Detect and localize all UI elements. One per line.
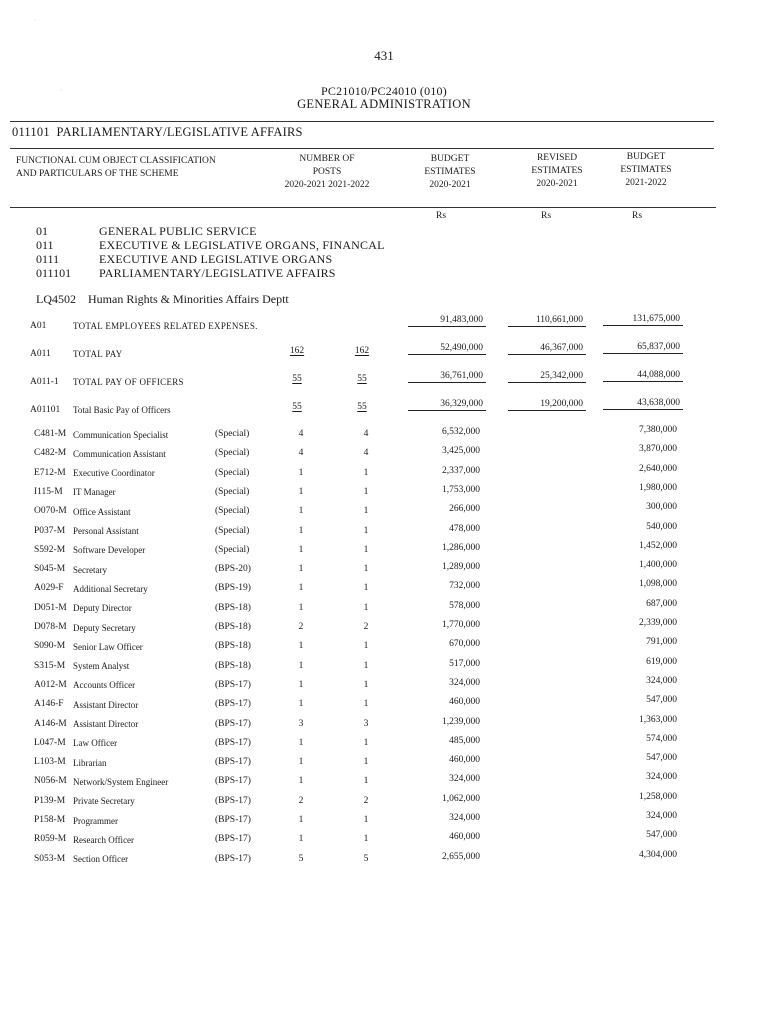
total-budget-2020: 52,490,000 <box>440 343 483 353</box>
posts-2021: 1 <box>363 660 369 671</box>
budget-2020-value: 460,000 <box>449 832 480 843</box>
post-code: A146-F <box>34 699 64 710</box>
budget-2021-value: 547,000 <box>646 830 677 841</box>
posts-2021: 1 <box>363 699 369 710</box>
classification-text: PARLIAMENTARY/LEGISLATIVE AFFAIRS <box>99 266 336 280</box>
post-grade: (Special) <box>215 467 250 478</box>
posts-2020: 5 <box>298 853 304 864</box>
post-grade: (BPS-17) <box>215 776 251 787</box>
post-grade: (BPS-17) <box>215 699 251 710</box>
post-grade: (Special) <box>215 506 250 517</box>
total-underline <box>603 409 683 410</box>
budget-2021-value: 300,000 <box>646 502 677 513</box>
budget-2020-value: 6,532,000 <box>442 427 480 437</box>
budget-2021-header: BUDGET ESTIMATES 2021-2022 <box>620 152 672 188</box>
posts-2021: 1 <box>363 506 369 517</box>
post-code: N056-M <box>34 776 67 787</box>
post-title: Section Officer <box>73 854 129 865</box>
budget-2020-value: 485,000 <box>449 735 480 746</box>
posts-2020: 4 <box>298 448 304 459</box>
total-budget-2021: 43,638,000 <box>637 398 680 408</box>
budget-2020-value: 266,000 <box>449 504 480 515</box>
post-grade: (BPS-20) <box>215 564 251 575</box>
budget-2020-value: 1,770,000 <box>442 620 480 630</box>
budget-2021-value: 2,640,000 <box>639 463 677 474</box>
posts-2020: 1 <box>298 602 304 613</box>
budget-2020-value: 478,000 <box>449 523 480 534</box>
post-grade: (BPS-17) <box>215 679 251 690</box>
total-underline <box>408 410 486 411</box>
post-title: Deputy Secretary <box>73 622 136 633</box>
total-posts-2021: 162 <box>354 346 370 356</box>
post-grade: (BPS-17) <box>215 718 251 729</box>
post-title: Network/System Engineer <box>73 776 169 787</box>
post-code: S045-M <box>34 564 66 575</box>
post-code: E712-M <box>34 467 66 478</box>
header-rule <box>10 207 716 208</box>
post-title: Personal Assistant <box>73 526 139 536</box>
post-title: Research Officer <box>73 834 135 845</box>
post-grade: (Special) <box>215 429 250 439</box>
total-code: A011 <box>30 349 51 359</box>
department-name: Human Rights & Minorities Affairs Deptt <box>88 292 289 306</box>
post-code: C482-M <box>34 448 67 459</box>
budget-2021-value: 2,339,000 <box>639 618 677 628</box>
budget-2020-value: 1,062,000 <box>442 793 480 804</box>
posts-2020: 1 <box>298 583 304 594</box>
budget-2020-value: 460,000 <box>449 697 480 708</box>
section-code: 011101 <box>12 125 50 139</box>
post-grade: (BPS-17) <box>215 795 251 806</box>
total-underline <box>603 381 683 382</box>
posts-2021: 1 <box>363 757 369 768</box>
posts-2021: 1 <box>363 815 369 825</box>
posts-2020: 1 <box>298 544 304 555</box>
post-title: Accounts Officer <box>73 680 136 691</box>
total-label: Total Basic Pay of Officers <box>73 405 171 415</box>
post-title: System Analyst <box>73 661 130 672</box>
posts-2020: 1 <box>298 467 304 478</box>
budget-2021-value: 687,000 <box>646 598 677 609</box>
total-budget-2021: 44,088,000 <box>637 370 680 380</box>
budget-2020-value: 3,425,000 <box>442 446 480 457</box>
post-title: Additional Secretary <box>73 583 148 594</box>
posts-2020: 1 <box>298 486 304 497</box>
posts-2021: 1 <box>363 641 369 652</box>
total-budget-2020: 36,329,000 <box>440 399 483 409</box>
budget-2021-value: 791,000 <box>646 637 677 648</box>
post-grade: (BPS-17) <box>215 757 251 768</box>
scan-speck: · <box>34 16 37 25</box>
total-underline <box>603 353 683 354</box>
posts-2020: 1 <box>298 506 304 517</box>
header-title: GENERAL ADMINISTRATION <box>297 97 471 111</box>
posts-2020: 1 <box>298 525 304 536</box>
posts-2021: 1 <box>363 564 369 575</box>
total-underline <box>408 354 486 355</box>
budget-2021-value: 547,000 <box>646 753 677 764</box>
total-underline <box>408 326 486 327</box>
post-code: A029-F <box>34 583 64 594</box>
total-posts-2021: 55 <box>357 374 367 384</box>
total-budget-2021: 65,837,000 <box>637 342 680 352</box>
budget-2020-value: 2,655,000 <box>442 851 480 862</box>
budget-2021-value: 574,000 <box>646 733 677 744</box>
post-code: S090-M <box>34 641 66 652</box>
posts-2021: 1 <box>363 467 369 478</box>
posts-2021: 1 <box>363 583 369 594</box>
total-posts-2020: 162 <box>289 346 305 356</box>
budget-2021-value: 540,000 <box>646 521 677 532</box>
budget-2020-value: 1,239,000 <box>442 716 480 727</box>
total-posts-2021: 55 <box>357 402 367 412</box>
header-code-line: PC21010/PC24010 (010) <box>321 84 447 98</box>
post-code: S315-M <box>34 660 66 671</box>
revised-2020-header: REVISED ESTIMATES 2020-2021 <box>531 153 583 189</box>
posts-2020: 3 <box>298 718 304 729</box>
post-grade: (BPS-18) <box>215 641 251 652</box>
total-underline <box>508 326 586 327</box>
posts-2020: 1 <box>298 641 304 652</box>
posts-2020: 1 <box>298 815 304 825</box>
posts-2021: 4 <box>363 429 369 439</box>
budget-2020-value: 578,000 <box>449 600 480 611</box>
post-title: Librarian <box>73 757 107 768</box>
budget-2021-value: 3,870,000 <box>639 444 677 455</box>
post-code: I115-M <box>34 486 63 497</box>
post-code: C481-M <box>34 429 67 439</box>
page-number: 431 <box>374 48 394 63</box>
post-code: P037-M <box>34 525 66 536</box>
posts-2020: 1 <box>298 737 304 748</box>
total-label: TOTAL PAY <box>73 349 123 359</box>
post-code: A012-M <box>34 679 67 690</box>
budget-2021-value: 1,452,000 <box>639 540 677 551</box>
post-title: Law Officer <box>73 738 118 749</box>
total-posts-2020: 55 <box>292 402 302 412</box>
posts-2020: 1 <box>298 699 304 710</box>
post-title: Secretary <box>73 564 107 575</box>
budget-2020-value: 324,000 <box>449 677 480 688</box>
total-budget-2020: 36,761,000 <box>440 371 483 381</box>
total-underline <box>408 382 486 383</box>
posts-2021: 4 <box>363 448 369 459</box>
posts-2021: 1 <box>363 679 369 690</box>
budget-2020-value: 670,000 <box>449 639 480 650</box>
section-title: PARLIAMENTARY/LEGISLATIVE AFFAIRS <box>56 125 303 139</box>
posts-2021: 1 <box>363 602 369 613</box>
posts-2020: 1 <box>298 757 304 768</box>
total-underline <box>508 410 586 411</box>
post-grade: (BPS-17) <box>215 853 251 864</box>
post-grade: (BPS-18) <box>215 602 251 613</box>
scan-speck: · <box>60 86 63 95</box>
classification-code: 0111 <box>36 252 60 266</box>
budget-2020-value: 324,000 <box>449 774 480 785</box>
total-budget-2020: 91,483,000 <box>440 315 483 325</box>
post-code: D078-M <box>34 622 67 632</box>
post-grade: (Special) <box>215 486 250 497</box>
post-code: L047-M <box>34 737 66 748</box>
posts-2021: 3 <box>363 718 369 729</box>
post-code: S053-M <box>34 853 66 864</box>
total-revised-2020: 19,200,000 <box>540 399 583 409</box>
budget-2020-value: 732,000 <box>449 581 480 592</box>
budget-2021-value: 1,098,000 <box>639 579 677 590</box>
budget-2021-value: 1,980,000 <box>639 482 677 493</box>
post-grade: (Special) <box>215 448 250 459</box>
posts-2020: 1 <box>298 660 304 671</box>
department-line <box>36 292 289 307</box>
post-title: Assistant Director <box>73 699 139 710</box>
currency-label: Rs <box>541 211 552 221</box>
budget-2021-value: 7,380,000 <box>639 425 677 435</box>
post-code: D051-M <box>34 602 67 613</box>
total-revised-2020: 46,367,000 <box>540 343 583 353</box>
post-code: A146-M <box>34 718 67 729</box>
total-code: A01101 <box>30 405 61 415</box>
post-code: O070-M <box>34 506 67 517</box>
budget-2020-value: 460,000 <box>449 755 480 766</box>
post-grade: (Special) <box>215 544 250 555</box>
post-grade: (BPS-18) <box>215 660 251 671</box>
post-title: Executive Coordinator <box>73 468 155 479</box>
classification-code: 011 <box>36 238 54 252</box>
classification-code: 01 <box>36 224 48 238</box>
budget-2021-value: 1,363,000 <box>639 714 677 725</box>
posts-2021: 2 <box>363 795 369 806</box>
budget-2021-value: 1,400,000 <box>639 560 677 571</box>
total-revised-2020: 25,342,000 <box>540 371 583 381</box>
post-title: Assistant Director <box>73 719 139 729</box>
budget-2020-value: 1,753,000 <box>442 484 480 495</box>
top-rule <box>10 121 714 122</box>
posts-2020: 1 <box>298 564 304 575</box>
post-grade: (BPS-17) <box>215 815 251 825</box>
total-label: TOTAL PAY OF OFFICERS <box>73 377 184 387</box>
total-revised-2020: 110,661,000 <box>535 315 583 325</box>
department-code: LQ4502 <box>36 292 76 306</box>
classification-text: GENERAL PUBLIC SERVICE <box>99 224 257 238</box>
section-rule <box>10 148 714 149</box>
budget-2021-value: 619,000 <box>646 656 677 667</box>
section-heading <box>12 125 303 140</box>
total-code: A011-1 <box>30 377 59 387</box>
post-code: P158-M <box>34 815 66 825</box>
total-underline <box>508 354 586 355</box>
budget-2020-value: 1,289,000 <box>442 562 480 573</box>
posts-2020: 2 <box>298 622 304 632</box>
currency-label: Rs <box>632 211 643 221</box>
budget-2021-value: 324,000 <box>646 772 677 783</box>
total-posts-2020: 55 <box>292 374 302 384</box>
budget-2020-header: BUDGET ESTIMATES 2020-2021 <box>424 154 476 190</box>
post-grade: (BPS-19) <box>215 583 251 594</box>
post-title: Deputy Director <box>73 603 132 614</box>
post-title: IT Manager <box>73 487 116 498</box>
post-title: Software Developer <box>73 545 146 556</box>
posts-2020: 1 <box>298 776 304 787</box>
budget-2021-value: 1,258,000 <box>639 791 677 802</box>
budget-2021-value: 547,000 <box>646 695 677 706</box>
post-title: Senior Law Officer <box>73 641 143 652</box>
post-code: P139-M <box>34 795 66 806</box>
posts-2020: 1 <box>298 679 304 690</box>
budget-2020-value: 517,000 <box>449 658 480 669</box>
budget-2020-value: 324,000 <box>449 813 480 823</box>
posts-2021: 1 <box>363 776 369 787</box>
posts-2021: 5 <box>363 853 369 864</box>
post-code: S592-M <box>34 544 66 555</box>
classification-text: EXECUTIVE & LEGISLATIVE ORGANS, FINANCAL <box>99 238 385 252</box>
posts-2020: 1 <box>298 834 304 845</box>
total-code: A01 <box>30 321 47 331</box>
post-title: Programmer <box>73 815 118 826</box>
post-grade: (BPS-18) <box>215 622 251 632</box>
post-grade: (BPS-17) <box>215 834 251 845</box>
posts-header: NUMBER OF POSTS 2020-2021 2021-2022 <box>284 154 370 190</box>
classification-code: 011101 <box>36 266 72 280</box>
posts-2021: 1 <box>363 544 369 555</box>
total-underline <box>508 382 586 383</box>
post-code: L103-M <box>34 757 66 768</box>
budget-2020-value: 2,337,000 <box>442 465 480 476</box>
currency-label: Rs <box>436 211 447 221</box>
post-title: Communication Assistant <box>73 448 166 459</box>
classification-text: EXECUTIVE AND LEGISLATIVE ORGANS <box>99 252 333 266</box>
budget-2021-value: 4,304,000 <box>639 849 677 860</box>
post-title: Private Secretary <box>73 796 135 807</box>
budget-2020-value: 1,286,000 <box>442 542 480 553</box>
total-label: TOTAL EMPLOYEES RELATED EXPENSES. <box>73 321 258 331</box>
posts-2021: 2 <box>363 622 369 632</box>
posts-2021: 1 <box>363 834 369 845</box>
posts-2021: 1 <box>363 525 369 536</box>
total-underline <box>603 325 683 326</box>
budget-2021-value: 324,000 <box>646 811 677 821</box>
post-title: Communication Specialist <box>73 429 169 440</box>
post-grade: (BPS-17) <box>215 737 251 748</box>
budget-2021-value: 324,000 <box>646 675 677 686</box>
classification-header: FUNCTIONAL CUM OBJECT CLASSIFICATION AND PARTICULARS OF THE SCHEME <box>16 156 216 179</box>
post-code: R059-M <box>34 834 67 845</box>
total-budget-2021: 131,675,000 <box>632 314 680 324</box>
posts-2021: 1 <box>363 486 369 497</box>
post-grade: (Special) <box>215 525 250 536</box>
posts-2021: 1 <box>363 737 369 748</box>
post-title: Office Assistant <box>73 506 131 517</box>
posts-2020: 2 <box>298 795 304 806</box>
posts-2020: 4 <box>298 429 304 439</box>
